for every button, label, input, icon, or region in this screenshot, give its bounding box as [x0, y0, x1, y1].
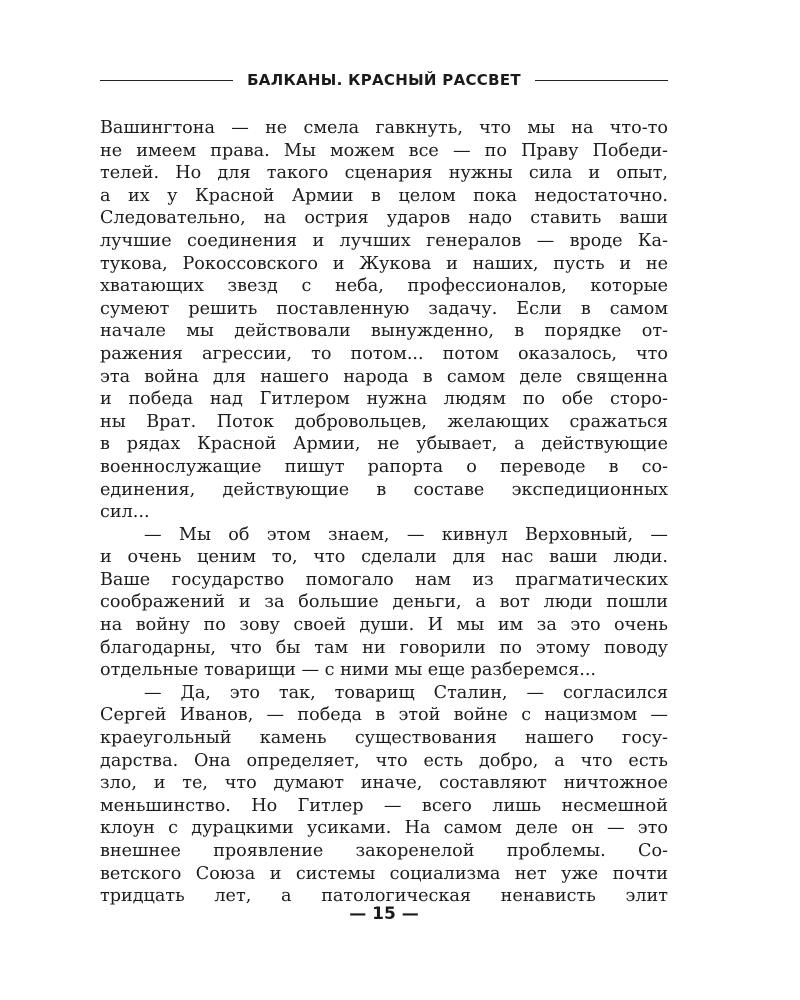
text-line: зло, и те, что думают иначе, составляют ничтожное — [100, 773, 668, 794]
text-line: ны Врат. Поток добровольцев, желающих сражаться — [100, 411, 668, 432]
text-line: начале мы действовали вынужденно, в порядке от- — [100, 321, 668, 342]
text-line: ражения агрессии, то потом... потом оказалось, что — [100, 343, 668, 364]
text-line: сумеют решить поставленную задачу. Если в самом — [100, 298, 668, 319]
header-rule-left — [100, 80, 233, 81]
text-line: благодарны, что бы там ни говорили по этому поводу — [100, 637, 668, 658]
page-number: — 15 — — [349, 904, 419, 924]
text-line: ветского Союза и системы социализма нет уже почти — [100, 863, 668, 884]
text-line: — Мы об этом знаем, — кивнул Верховный, — — [144, 524, 668, 545]
text-line: краеугольный камень существования нашего госу- — [100, 728, 668, 749]
text-line: тукова, Рокоссовского и Жукова и наших, пусть и не — [100, 253, 668, 274]
text-line: Вашингтона — не смела гавкнуть, что мы на что-то — [100, 118, 668, 138]
text-line: дарства. Она определяет, что есть добро, а что есть — [100, 750, 668, 771]
text-line: Ваше государство помогало нам из прагматических — [100, 569, 668, 590]
text-line: — Да, это так, товарищ Сталин, — согласился — [144, 682, 668, 703]
text-line: сил... — [100, 502, 150, 523]
text-line: тридцать лет, а патологическая ненависть элит — [100, 886, 668, 907]
text-line: внешнее проявление закоренелой проблемы. Со- — [100, 841, 668, 861]
text-line: меньшинство. Но Гитлер — всего лишь несмешной — [100, 795, 668, 816]
text-line: эта война для нашего народа в самом деле священна — [100, 366, 668, 387]
text-line: и победа над Гитлером нужна людям по обе сторо- — [100, 389, 668, 410]
text-line: Сергей Иванов, — победа в этой войне с нацизмом — — [100, 705, 668, 726]
text-line: в рядах Красной Армии, не убывает, а действующие — [100, 434, 668, 455]
text-line: и очень ценим то, что сделали для нас ваши люди. — [100, 547, 668, 568]
header-title: БАЛКАНЫ. КРАСНЫЙ РАССВЕТ — [247, 71, 521, 89]
header-rule-right — [535, 80, 668, 81]
text-line: соображений и за большие деньги, а вот люди пошли — [100, 592, 668, 613]
running-header — [100, 67, 668, 93]
text-line: на войну по зову своей души. И мы им за это очень — [100, 615, 668, 636]
text-line: хватающих звезд с неба, профессионалов, которые — [100, 276, 668, 297]
text-line: военнослужащие пишут рапорта о переводе в со- — [100, 456, 668, 477]
text-line: лучшие соединения и лучших генералов — вроде Ка- — [100, 230, 668, 251]
text-line: единения, действующие в составе экспедиционных — [100, 479, 668, 500]
text-line: Следовательно, на острия ударов надо ставить ваши — [100, 208, 668, 229]
text-line: а их у Красной Армии в целом пока недостаточно. — [100, 185, 668, 206]
text-line: телей. Но для такого сценария нужны сила и опыт, — [100, 163, 668, 184]
text-line: клоун с дурацкими усиками. На самом деле он — это — [100, 818, 668, 839]
text-line: не имеем права. Мы можем все — по Праву Победи- — [100, 140, 668, 161]
text-line: отдельные товарищи — с ними мы еще разберемся... — [100, 660, 597, 681]
body-text — [100, 117, 668, 908]
